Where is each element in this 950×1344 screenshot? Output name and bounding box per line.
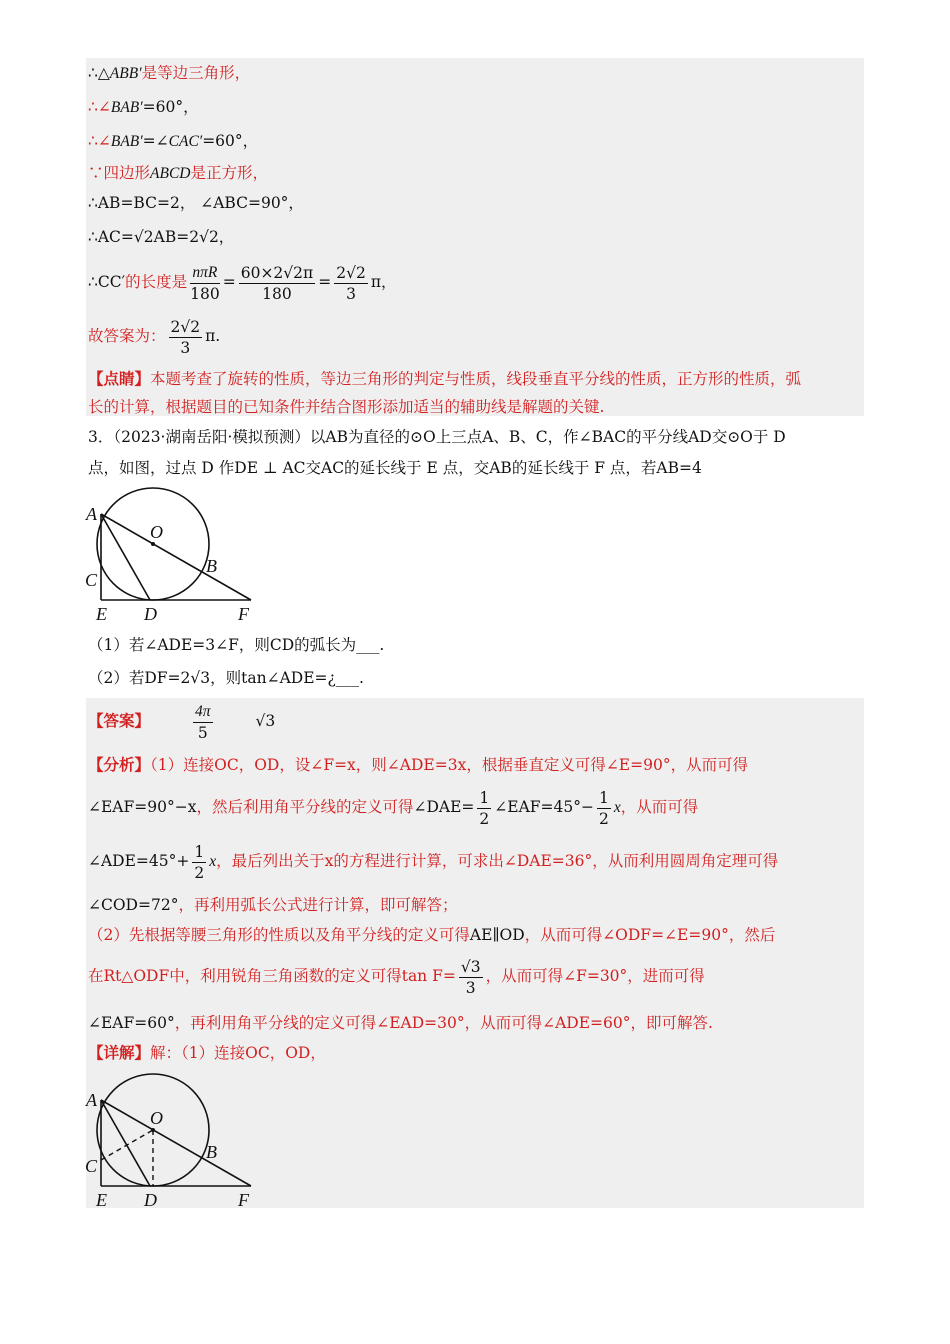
fraction-npiR: $\frac{\text{nπR}}{180}$ [190, 264, 220, 303]
fraction-root3-over-3: $\frac{√3}{3}$ [460, 957, 481, 997]
detail-line: 【详解】解：（1）连接OC，OD， [88, 1043, 326, 1062]
geometry-figure-2 [82, 1070, 272, 1210]
sub-question-1: （1）若∠ADE=3∠F，则CD的弧长为___. [88, 636, 385, 654]
label-C: C [85, 570, 98, 590]
question-line-2: 点，如图，过点 D 作DE ⊥ AC交AC的延长线于 E 点，交AB的延长线于 F 点，若AB=4 [88, 459, 702, 477]
question-line-1: 3．（2023·湖南岳阳·模拟预测）以AB为直径的⊙O上三点A、B、C，作∠BAC的平分线AD交⊙O于 D [88, 428, 786, 446]
analysis-line-5: （2）先根据等腰三角形的性质以及角平分线的定义可得AE∥OD，从而可得∠ODF=∠E=90°，然后 [88, 926, 776, 944]
label-F-2: F [238, 1190, 249, 1210]
solution-line-2: ∴∠BAB′=60°， [88, 98, 199, 116]
analysis-line-7: ∠EAF=60°，再利用角平分线的定义可得∠EAD=30°，从而可得∠ADE=60°，即可解答. [88, 1014, 713, 1032]
label-O-2: O [150, 1108, 163, 1128]
label-C-2: C [85, 1156, 98, 1176]
label-E-2: E [96, 1190, 107, 1210]
solution-line-1: ∴△ABB′是等边三角形， [88, 64, 251, 82]
fraction-half-3: $\frac{1}{2}$ [194, 842, 205, 882]
arc-length-line: ∴CC′的长度是 $\frac{\text{nπR}}{180}$ = $\frac{60\times 2√2\pi}{180}$ = $\frac{2√2}{3}$ π， [88, 263, 397, 303]
fraction-half-1: $\frac{1}{2}$ [479, 788, 490, 828]
sub-question-2: （2）若DF=2√3，则tan∠ADE=¿___. [88, 669, 364, 687]
fraction-60x2root2pi: $\frac{60\times 2√2\pi}{180}$ [240, 263, 314, 303]
answer-fraction-4pi-5: $\frac{4\pi}{5}$ [195, 703, 211, 742]
fraction-2root2-over-3: $\frac{2√2}{3}$ [336, 263, 366, 303]
label-A-2: A [86, 1090, 97, 1110]
dianjing-line-1: 【点睛】本题考查了旋转的性质，等边三角形的判定与性质，线段垂直平分线的性质，正方形的性质，弧 [88, 369, 802, 388]
label-F: F [238, 604, 249, 624]
dianjing-line-2: 长的计算，根据题目的已知条件并结合图形添加适当的辅助线是解题的关键. [88, 398, 605, 416]
answer-line: 故答案为： $\frac{2√2}{3}$ π. [88, 317, 221, 357]
fraction-half-2: $\frac{1}{2}$ [598, 788, 609, 828]
label-B: B [206, 556, 217, 576]
label-D-2: D [144, 1190, 157, 1210]
label-A: A [86, 504, 97, 524]
solution-line-5: ∴AB=BC=2， ∠ABC=90°， [88, 194, 304, 212]
answer-row: 【答案】 $\frac{4\pi}{5}$ √3 [88, 703, 276, 742]
label-O: O [150, 522, 163, 542]
fraction-answer: $\frac{2√2}{3}$ [170, 317, 201, 357]
analysis-line-4: ∠COD=72°，再利用弧长公式进行计算，即可解答； [88, 896, 458, 914]
geometry-figure-1 [82, 484, 272, 624]
answer-root3: √3 [255, 712, 276, 730]
analysis-line-3: ∠ADE=45°+ $\frac{1}{2}$ x，最后列出关于x的方程进行计算，可求出∠DAE=36°，从而利用圆周角定理可得 [88, 842, 779, 882]
label-D: D [144, 604, 157, 624]
analysis-line-1: 【分析】（1）连接OC，OD，设∠F=x，则∠ADE=3x，根据垂直定义可得∠E=90°，从而可得 [88, 755, 749, 774]
solution-line-6: ∴AC=√2AB=2√2， [88, 228, 235, 246]
analysis-line-2: ∠EAF=90°−x，然后利用角平分线的定义可得∠DAE= $\frac{1}{2}$ ∠EAF=45°− $\frac{1}{2}$ x，从而可得 [88, 788, 699, 828]
label-B-2: B [206, 1142, 217, 1162]
label-E: E [96, 604, 107, 624]
solution-line-4: ∵四边形ABCD是正方形， [88, 164, 268, 182]
analysis-line-6: 在Rt△ODF中，利用锐角三角函数的定义可得tan F= $\frac{√3}{3}$ ，从而可得∠F=30°，进而可得 [88, 957, 705, 997]
solution-line-3: ∴∠BAB′=∠CAC′=60°， [88, 132, 259, 150]
